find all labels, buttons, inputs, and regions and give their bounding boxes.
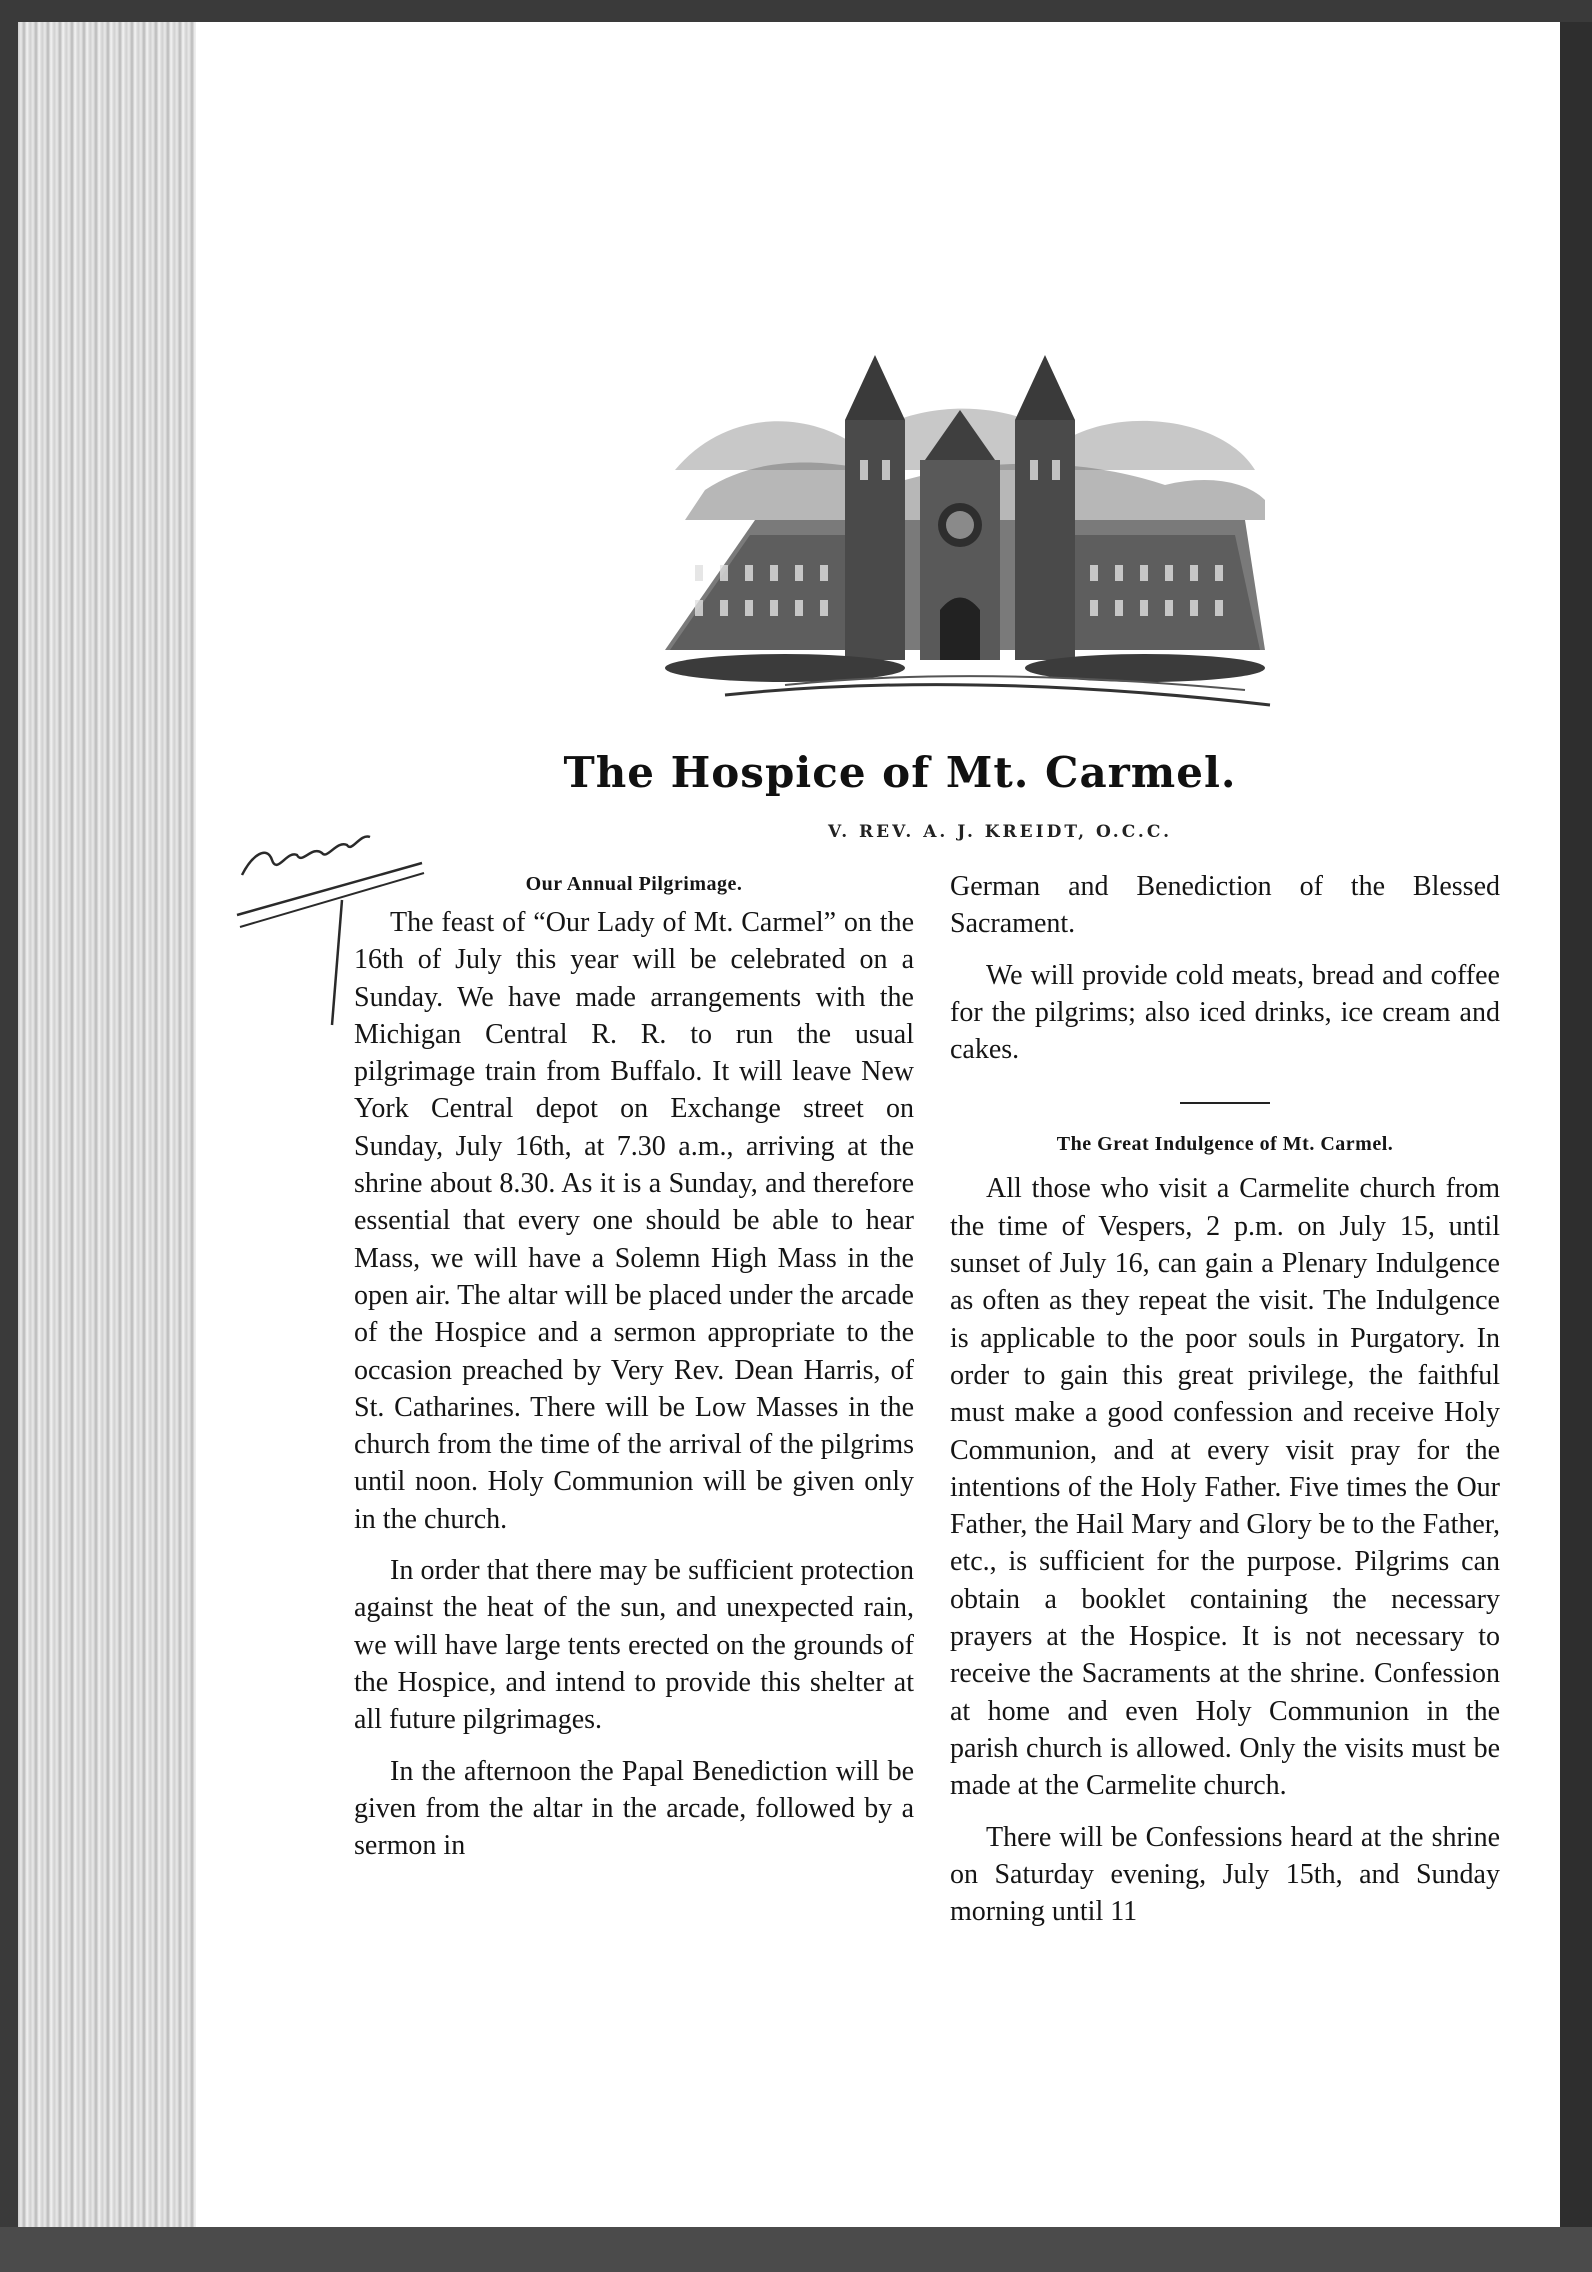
- section-heading-pilgrimage: Our Annual Pilgrimage.: [525, 873, 743, 895]
- indulgence-paragraph-2: There will be Confessions heard at the shrine on Saturday evening, July 15th, and Sunday morning until 11: [950, 1821, 1500, 1928]
- book-page-edges: [18, 22, 198, 2227]
- section-heading-indulgence: The Great Indulgence of Mt. Carmel.: [1056, 1133, 1394, 1156]
- pilgrimage-paragraph-2: In order that there may be sufficient protection against the heat of the sun, and unexpected rain, we will have large tents erected on the grounds of the Hospice, and intend to provide this shelter at all future pilgrimages.: [354, 1555, 914, 1736]
- right-column: [950, 868, 1500, 1930]
- indulgence-paragraph-1: All those who visit a Carmelite church from the time of Vespers, 2 p.m. on July 15, until sunset of July 16, can gain a Plenary Indulgence as often as they repeat the visit. The Indulgence is applicable to the poor souls in Purgatory. In order to gain this great privilege, the faithful must make a good confession and receive Holy Communion, and at every visit pray for the intentions of the Holy Father. Five times the Our Father, the Hail Mary and Glory be to the Father, etc., is sufficient for the purpose. Pilgrims can obtain a booklet containing the necessary prayers at the Hospice. It is not necessary to receive the Sacraments at the shrine. Confession at home and even Holy Communion in the parish church is allowed. Only the visits must be made at the Carmelite church.: [950, 1173, 1500, 1802]
- article-title: The Hospice of Mt. Carmel.: [563, 748, 1237, 797]
- book-spine: [1560, 22, 1592, 2227]
- pilgrimage-paragraph-4: We will provide cold meats, bread and coffee for the pilgrims; also iced drinks, ice cream and cakes.: [950, 959, 1500, 1066]
- scan-bottom-border: [0, 2227, 1592, 2272]
- article-byline: V. REV. A. J. KREIDT, O.C.C.: [828, 822, 1172, 842]
- section-divider: [1180, 1102, 1270, 1104]
- pilgrimage-paragraph-3: In the afternoon the Papal Benediction will be given from the altar in the arcade, followed by a sermon in: [354, 1755, 914, 1862]
- left-column: [354, 868, 914, 1864]
- hospice-engraving-illustration: [645, 350, 1275, 720]
- pilgrimage-paragraph-1: The feast of “Our Lady of Mt. Carmel” on the 16th of July this year will be celebrated on a Sunday. We have made arrangements with the Michigan Central R. R. to run the usual pilgrimage train from Buffalo. It will leave New York Central depot on Exchange street on Sunday, July 16th, at 7.30 a.m., arriving at the shrine about 8.30. As it is a Sunday, and therefore essential that every one should be able to hear Mass, we will have a Solemn High Mass in the open air. The altar will be placed under the arcade of the Hospice and a sermon appropriate to the occasion preached by Very Rev. Dean Harris, of St. Catharines. There will be Low Masses in the church from the time of the arrival of the pilgrims until noon. Holy Communion will be given only in the church.: [354, 907, 914, 1535]
- pilgrimage-paragraph-3-continued: German and Benediction of the Blessed Sacrament.: [950, 871, 1500, 940]
